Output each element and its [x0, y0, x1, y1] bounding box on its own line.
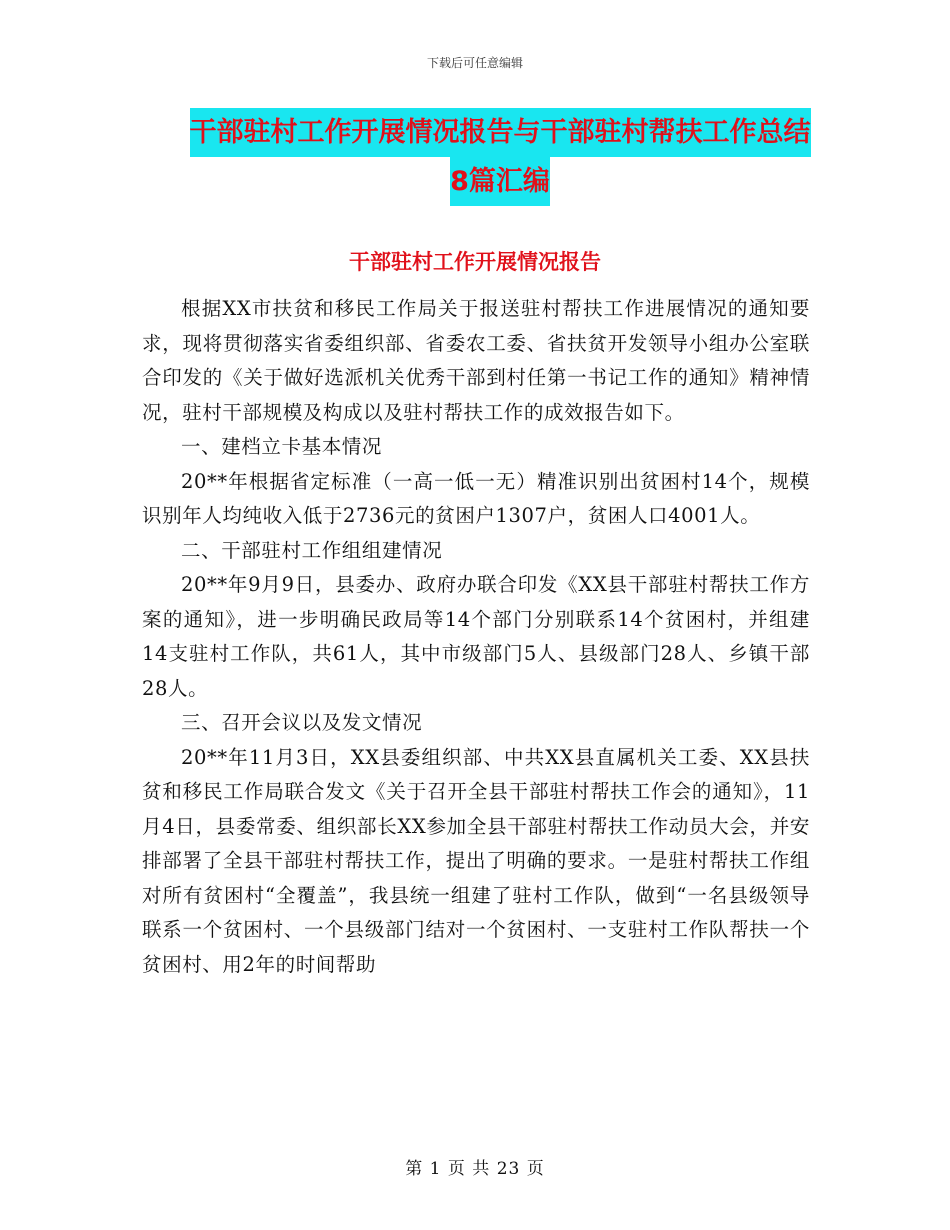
document-title-line-2: 8篇汇编: [450, 157, 550, 206]
heading-2: 二、干部驻村工作组组建情况: [181, 538, 443, 562]
heading-1: 一、建档立卡基本情况: [181, 435, 383, 458]
document-title: [140, 108, 860, 206]
heading-3: 三、召开会议以及发文情况: [181, 711, 423, 734]
document-body: [142, 292, 810, 982]
section-title: 干部驻村工作开展情况报告: [349, 250, 601, 274]
paragraph-2: 20**年9月9日，县委办、政府办联合印发《XX县干部驻村帮扶工作方案的通知》，进一步明确民政局等14个部门分别联系14个贫困村，并组建14支驻村工作队，共61人，其中市级部门5人、县级部门28人、乡镇干部28人。: [142, 573, 810, 700]
paragraph-3: 20**年11月3日，XX县委组织部、中共XX县直属机关工委、XX县扶贫和移民工作局联合发文《关于召开全县干部驻村帮扶工作会的通知》，11月4日，县委常委、组织部长XX参加全县干部驻村帮扶工作动员大会，并安排部署了全县干部驻村帮扶工作，提出了明确的要求。一是驻村帮扶工作组对所有贫困村“全覆盖”，我县统一组建了驻村工作队，做到“一名县级领导联系一个贫困村、一个县级部门结对一个贫困村、一支驻村工作队帮扶一个贫困村、用2年的时间帮助: [142, 745, 810, 976]
header-note: 下载后可任意编辑: [426, 56, 523, 70]
page-footer: 第 1 页 共 23 页: [405, 1159, 545, 1179]
paragraph-intro: 根据XX市扶贫和移民工作局关于报送驻村帮扶工作进展情况的通知要求，现将贯彻落实省委组织部、省委农工委、省扶贫开发领导小组办公室联合印发的《关于做好选派机关优秀干部到村任第一书记工作的通知》精神情况，驻村干部规模及构成以及驻村帮扶工作的成效报告如下。: [142, 297, 810, 424]
paragraph-1: 20**年根据省定标准（一高一低一无）精准识别出贫困村14个，规模识别年人均纯收入低于2736元的贫困户1307户，贫困人口4001人。: [142, 469, 810, 527]
document-title-line-1: 干部驻村工作开展情况报告与干部驻村帮扶工作总结: [190, 108, 811, 157]
